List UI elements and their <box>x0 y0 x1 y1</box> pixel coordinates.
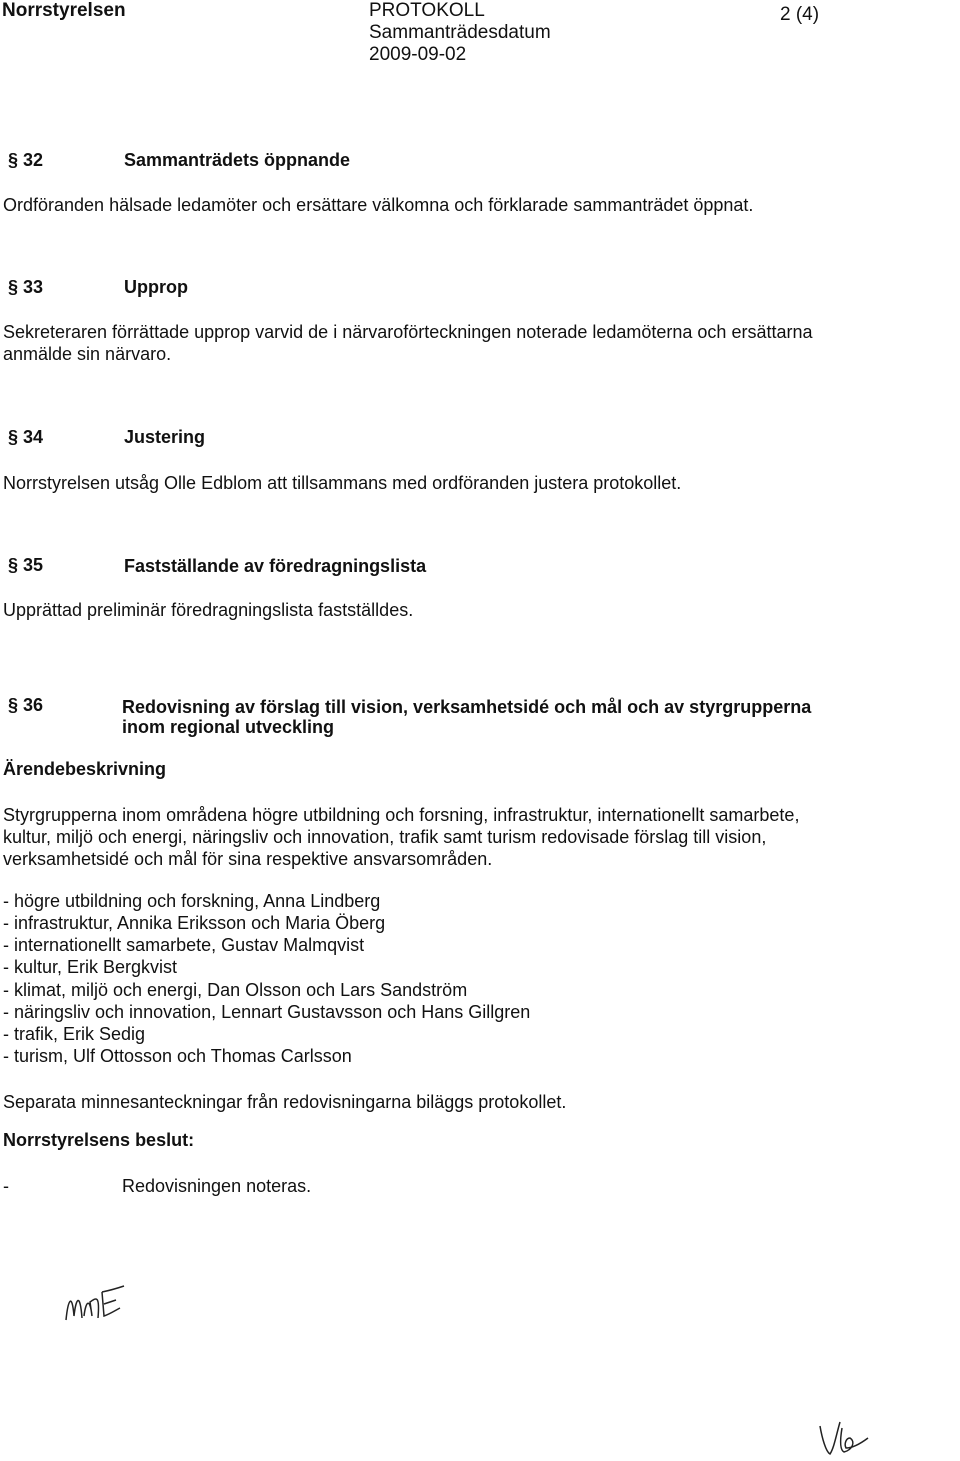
section-36-para-line2: kultur, miljö och energi, näringsliv och innovation, trafik samt turism redovisade förslag till vision, <box>3 827 767 847</box>
page-number: 2 (4) <box>780 4 820 25</box>
section-number: 36 <box>23 695 44 715</box>
doc-type: PROTOKOLL <box>369 0 485 21</box>
section-number: 33 <box>23 277 44 297</box>
section-34-number <box>8 427 43 448</box>
section-36-title-line1: Redovisning av förslag till vision, verksamhetsidé och mål och av styrgrupperna <box>122 697 812 717</box>
section-33-title: Upprop <box>124 277 188 297</box>
list-item: - internationellt samarbete, Gustav Malmqvist <box>3 935 365 955</box>
section-33-text-line1: Sekreteraren förrättade upprop varvid de i närvaroförteckningen noterade ledamöterna och ersättarna <box>3 322 813 342</box>
decision-heading: Norrstyrelsens beslut: <box>3 1130 195 1150</box>
meeting-date: 2009-09-02 <box>369 44 467 65</box>
section-32-number <box>8 150 43 171</box>
list-item: - klimat, miljö och energi, Dan Olsson och Lars Sandström <box>3 980 468 1000</box>
section-symbol: § <box>8 277 19 297</box>
signature-initials-right <box>816 1418 876 1460</box>
org-name: Norrstyrelsen <box>2 0 126 21</box>
signature-initials-left <box>62 1280 132 1330</box>
date-label: Sammanträdesdatum <box>369 22 551 43</box>
section-36-para-line3: verksamhetsidé och mål för sina respektive ansvarsområden. <box>3 849 493 869</box>
section-36-number <box>8 695 43 716</box>
decision-text: Redovisningen noteras. <box>122 1176 312 1196</box>
list-item: - näringsliv och innovation, Lennart Gustavsson och Hans Gillgren <box>3 1002 531 1022</box>
section-number: 32 <box>23 150 44 170</box>
section-symbol: § <box>8 555 19 575</box>
list-item: - infrastruktur, Annika Eriksson och Maria Öberg <box>3 913 386 933</box>
section-number: 35 <box>23 555 44 575</box>
section-33-text-line2: anmälde sin närvaro. <box>3 344 172 364</box>
list-item: - turism, Ulf Ottosson och Thomas Carlsson <box>3 1046 352 1066</box>
section-number: 34 <box>23 427 44 447</box>
subheading-arendebeskrivning: Ärendebeskrivning <box>3 759 167 779</box>
section-33-number <box>8 277 43 298</box>
closing-text: Separata minnesanteckningar från redovisningarna biläggs protokollet. <box>3 1092 567 1112</box>
section-32-text: Ordföranden hälsade ledamöter och ersättare välkomna och förklarade sammanträdet öppnat. <box>3 195 754 215</box>
section-36-title-line2: inom regional utveckling <box>122 717 335 737</box>
section-34-text: Norrstyrelsen utsåg Olle Edblom att tillsammans med ordföranden justera protokollet. <box>3 473 682 493</box>
list-item: - kultur, Erik Bergkvist <box>3 957 178 977</box>
section-symbol: § <box>8 427 19 447</box>
decision-dash: - <box>3 1176 9 1196</box>
section-symbol: § <box>8 150 19 170</box>
section-36-para-line1: Styrgrupperna inom områdena högre utbildning och forsning, infrastruktur, internationellt samarbete, <box>3 805 800 825</box>
section-35-text: Upprättad preliminär föredragningslista fastställdes. <box>3 600 414 620</box>
section-35-number <box>8 555 43 576</box>
list-item: - trafik, Erik Sedig <box>3 1024 146 1044</box>
section-35-title: Fastställande av föredragningslista <box>124 556 427 576</box>
section-symbol: § <box>8 695 19 715</box>
list-item: - högre utbildning och forskning, Anna Lindberg <box>3 891 381 911</box>
section-34-title: Justering <box>124 427 206 447</box>
section-32-title: Sammanträdets öppnande <box>124 150 351 170</box>
